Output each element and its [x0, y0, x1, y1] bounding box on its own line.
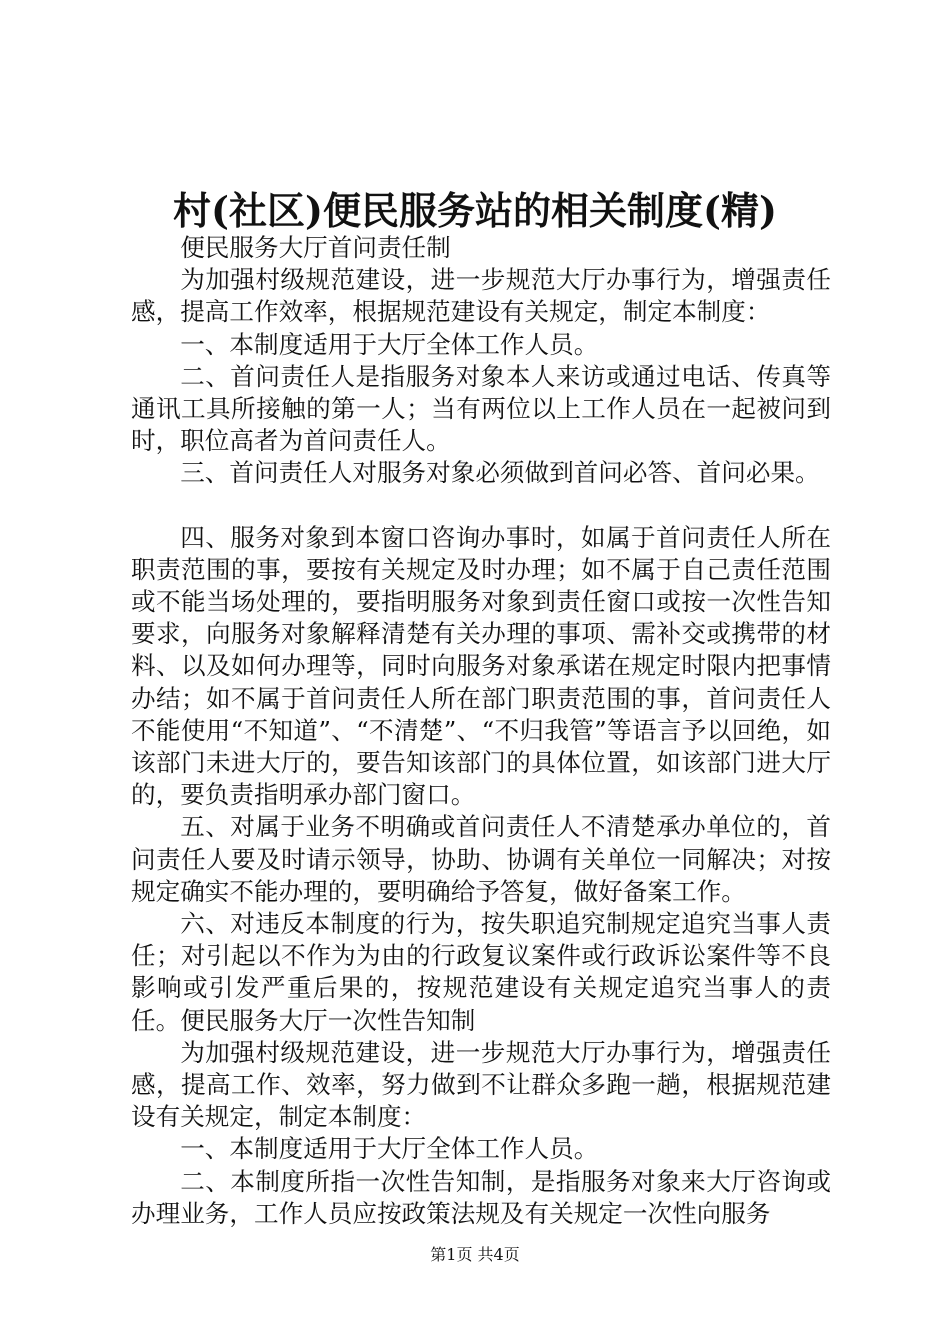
- section-heading: 便民服务大厅首问责任制: [180, 233, 451, 262]
- paragraph: 六、对违反本制度的行为，按失职追究制规定追究当事人责任；对引起以不作为为由的行政复议案件或行政诉讼案件等不良影响或引发严重后果的，按规范建设有关规定追究当事人的责任。便民服务大厅一次性告知制: [131, 909, 831, 1035]
- paragraph: 二、首问责任人是指服务对象本人来访或通过电话、传真等通讯工具所接触的第一人；当有两位以上工作人员在一起被问到时，职位高者为首问责任人。: [131, 361, 831, 456]
- paragraph: 四、服务对象到本窗口咨询办事时，如属于首问责任人所在职责范围的事，要按有关规定及时办理；如不属于自己责任范围或不能当场处理的，要指明服务对象到责任窗口或按一次性告知要求，向服务对象解释清楚有关办理的事项、需补交或携带的材料、以及如何办理等，同时向服务对象承诺在规定时限内把事情办结；如不属于首问责任人所在部门职责范围的事，首问责任人不能使用“不知道”、“不清楚”、“不归我管”等语言予以回绝，如该部门未进大厅的，要告知该部门的具体位置，如该部门进大厅的，要负责指明承办部门窗口。: [131, 522, 831, 810]
- document-title: 村(社区)便民服务站的相关制度(精): [173, 188, 777, 233]
- paragraph: 二、本制度所指一次性告知制，是指服务对象来大厅咨询或办理业务，工作人员应按政策法规及有关规定一次性向服务: [131, 1166, 831, 1228]
- document-body: [131, 232, 831, 1230]
- paragraph: 一、本制度适用于大厅全体工作人员。: [180, 1134, 599, 1164]
- page-number-footer: 第1页 共4页: [430, 1245, 520, 1264]
- paragraph: 五、对属于业务不明确或首问责任人不清楚承办单位的，首问责任人要及时请示领导，协助、协调有关单位一同解决；对按规定确实不能办理的，要明确给予答复，做好备案工作。: [131, 812, 831, 906]
- paragraph: 三、首问责任人对服务对象必须做到首问必答、首问必果。: [180, 458, 820, 488]
- paragraph: 为加强村级规范建设，进一步规范大厅办事行为，增强责任感，提高工作、效率，努力做到不让群众多跑一趟，根据规范建设有关规定，制定本制度：: [131, 1037, 831, 1132]
- paragraph: 为加强村级规范建设，进一步规范大厅办事行为，增强责任感，提高工作效率，根据规范建设有关规定，制定本制度：: [131, 265, 831, 327]
- paragraph: 一、本制度适用于大厅全体工作人员。: [180, 329, 599, 359]
